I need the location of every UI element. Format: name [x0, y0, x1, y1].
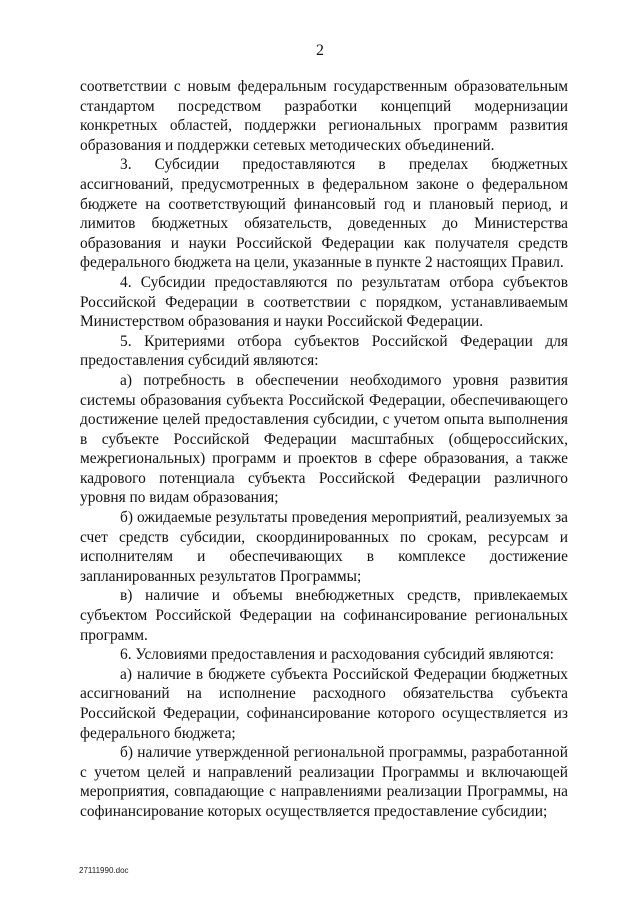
paragraph-continuation: соответствии с новым федеральным государственным образовательным стандартом посредством разработки концепций модернизации конкретных областей, поддержки региональных программ развития образования и поддержки сетевых методических объединений. — [80, 78, 568, 154]
paragraph-clause-3: 3. Субсидии предоставляются в пределах бюджетных ассигнований, предусмотренных в федеральном законе о федеральном бюджете на соответствующий финансовый год и плановый период, и лимитов бюджетных обязательств, доведенных до Министерства образования и науки Российской Федерации как получателя средств федерального бюджета на цели, указанные в пункте 2 настоящих Правил. — [80, 156, 568, 272]
paragraph-clause-6: 6. Условиями предоставления и расходования субсидий являются: — [120, 646, 554, 664]
document-filename-footer: 27111990.doc — [79, 866, 129, 875]
paragraph-clause-6a: а) наличие в бюджете субъекта Российской Федерации бюджетных ассигнований на исполнение расходного обязательства субъекта Российской Федерации, софинансирование которого осуществляется из федерального бюджета; — [80, 665, 568, 742]
paragraph-clause-6b: б) наличие утвержденной региональной программы, разработанной с учетом целей и направлений реализации Программы и включающей мероприятия, совпадающие с направлениями реализации Программы, на софинансирование которых осуществляется предоставление субсидии; — [80, 744, 568, 820]
paragraph-clause-4: 4. Субсидии предоставляются по результатам отбора субъектов Российской Федерации в соответствии с порядком, устанавливаемым Министерством образования и науки Российской Федерации. — [80, 273, 568, 331]
paragraph-clause-5: 5. Критериями отбора субъектов Российской Федерации для предоставления субсидий являются: — [80, 332, 568, 370]
paragraph-clause-5a: а) потребность в обеспечении необходимого уровня развития системы образования субъекта Российской Федерации, обеспечивающего достижение целей предоставления субсидии, с учетом опыта выполнения в субъекте Российской Федерации масштабных (общероссийских, межрегиональных) программ и проектов в сфере образования, а также кадрового потенциала субъекта Российской Федерации различного уровня по видам образования; — [80, 371, 568, 507]
paragraph-clause-5b: б) ожидаемые результаты проведения мероприятий, реализуемых за счет средств субсидии, скоординированных по срокам, ресурсам и исполнителям и обеспечивающих в комплексе достижение запланированных результатов Программы; — [80, 509, 568, 585]
page-number: 2 — [316, 42, 324, 59]
document-body — [80, 77, 568, 822]
paragraph-clause-5c: в) наличие и объемы внебюджетных средств, привлекаемых субъектом Российской Федерации на софинансирование региональных программ. — [80, 587, 568, 644]
